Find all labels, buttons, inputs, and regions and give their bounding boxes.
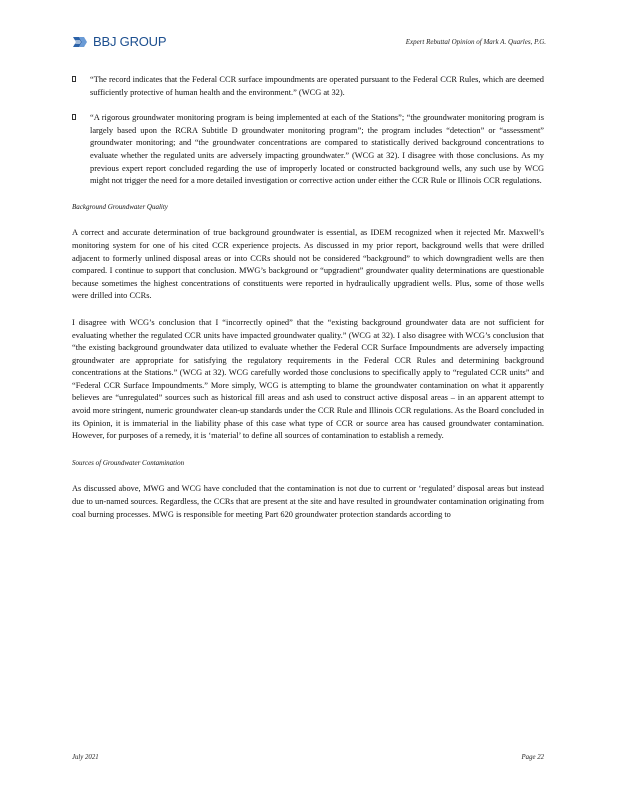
section-heading: Background Groundwater Quality — [72, 202, 168, 211]
page-body — [72, 74, 544, 535]
paragraph: A correct and accurate determination of true background groundwater is essential, as IDEM recognized when it rejected Mr. Maxwell’s monitoring system for one of his cited CCR experience projects. As discussed in my prior report, background wells that were drilled adjacent to formerly unlined disposal areas or into CCRs should not be considered “background” to which downgradient wells are then compared. I continue to support that conclusion. MWG’s background or “upgradient” groundwater quality determinations are questionable because sometimes the highest concentrations of constituents were reported in hydraulically upgradient wells. Plus, some of those wells were drilled into CCRs. — [72, 228, 544, 301]
section-heading: Sources of Groundwater Contamination — [72, 458, 185, 467]
bullet-text: “The record indicates that the Federal CCR surface impoundments are operated pursuant to the Federal CCR Rules, which are deemed sufficiently protective of human health and the environment.” (WCG at 32). — [90, 75, 544, 97]
page-number: Page 22 — [521, 754, 544, 761]
bbj-logo-icon — [72, 35, 90, 49]
company-logo — [72, 34, 166, 49]
bullet-text: “A rigorous groundwater monitoring program is being implemented at each of the Stations”; “the groundwater monitoring program is largely based upon the RCRA Subtitle D groundwater monitoring program”; the program includes “detection” or “assessment” groundwater monitoring; and “the groundwater concentrations are compared to statistically derived background concentrations to evaluate whether the regulated units are adversely impacting groundwater.” (WCG at 32). I disagree with those conclusions. As my previous expert report concluded regarding the use of improperly located or constructed background wells, any such use by WCG might not trigger the need for a more detailed investigation or corrective action under either the CCR Rule or Illinois CCR regulations. — [90, 113, 544, 186]
page-header — [0, 0, 618, 60]
bullet-box-icon — [72, 114, 76, 120]
document-title: Expert Rebuttal Opinion of Mark A. Quarles, P.G. — [405, 38, 546, 46]
paragraph: I disagree with WCG’s conclusion that I “incorrectly opined” that the “existing background groundwater data are not sufficient for evaluating whether the regulated CCR units have impacted groundwater quality.” (WCG at 32). I also disagree with WCG’s conclusion that “the existing background groundwater data utilized to evaluate whether the Federal CCR Surface Impoundments are adversely impacting groundwater are appropriate for satisfying the regulatory requirements in the Federal CCR Rules and determining background concentrations at the Stations.” (WCG at 32). WCG carefully worded those conclusions to specifically apply to “regulated CCR units” and “Federal CCR Surface Impoundments.” More simply, WCG is attempting to blame the groundwater contamination on what it apparently believes are “unregulated” sources such as historical fill areas and ash used to construct active disposal areas – in an apparent attempt to avoid more stringent, numeric groundwater clean-up standards under the CCR Rule and Illinois CCR regulations. As the Board concluded in its Opinion, it is immaterial in the liability phase of this case what type of CCR or source area has caused groundwater contamination. However, for purposes of a remedy, it is ‘material’ to define all sources of contamination to establish a remedy. — [72, 317, 544, 441]
footer-date: July 2021 — [72, 754, 99, 761]
bullet-item — [72, 74, 544, 99]
bullet-box-icon — [72, 76, 76, 82]
bullet-item — [72, 112, 544, 188]
logo-text: BBJ GROUP — [93, 34, 167, 49]
paragraph: As discussed above, MWG and WCG have concluded that the contamination is not due to current or ‘regulated’ disposal areas but instead due to un-named sources. Regardless, the CCRs that are present at the site and have resulted in groundwater contamination originating from coal burning processes. MWG is responsible for meeting Part 620 groundwater protection standards according to — [72, 484, 544, 519]
